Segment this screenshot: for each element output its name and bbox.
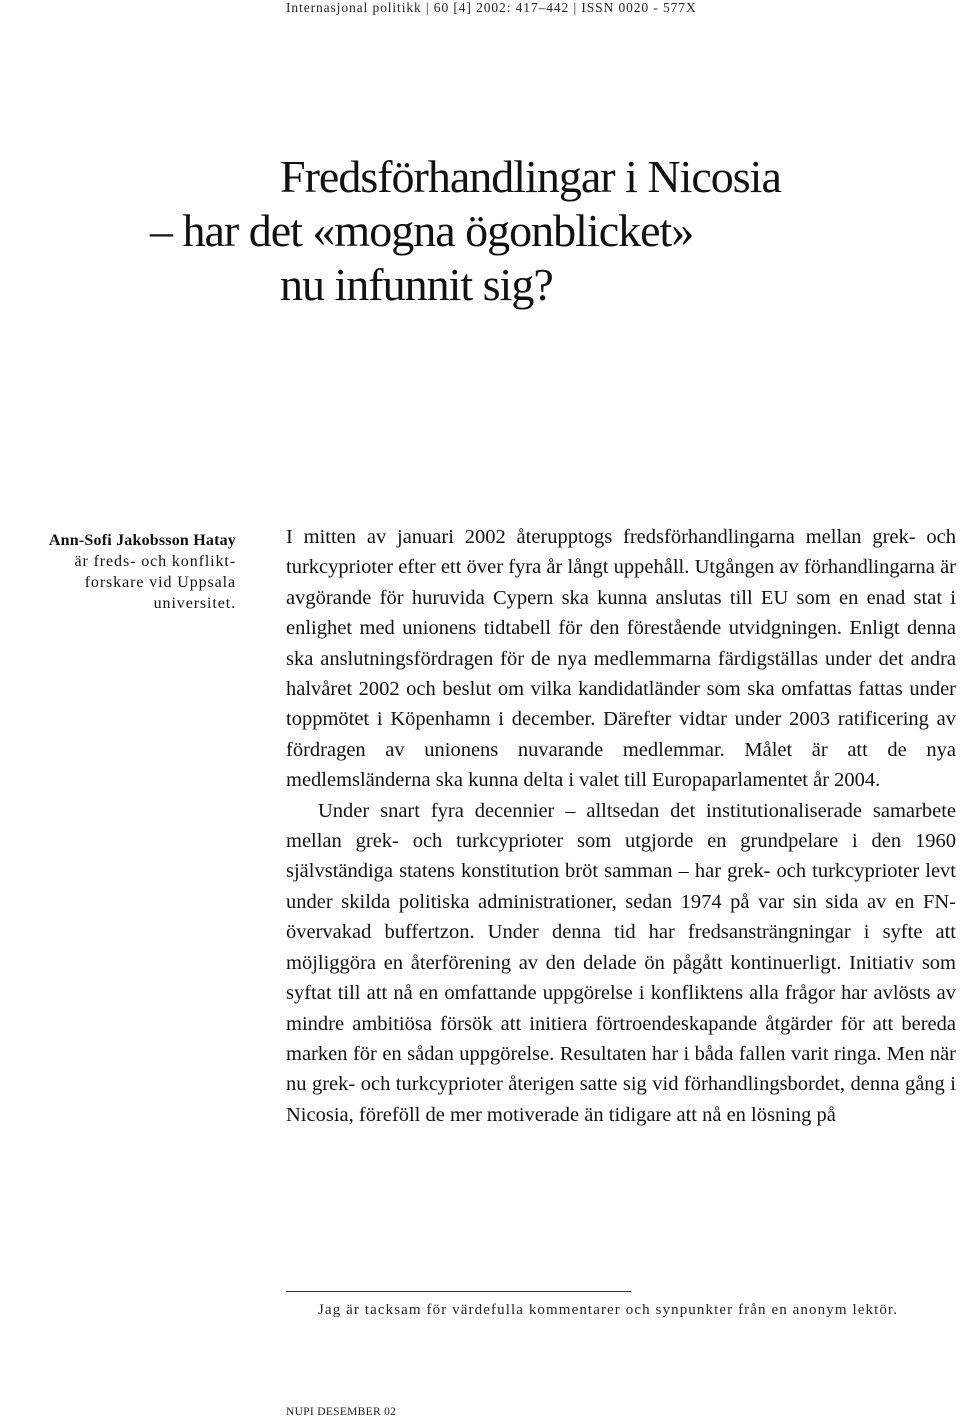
author-affiliation-line-2: forskare vid Uppsala (84, 574, 236, 591)
author-affiliation-line-3: universitet. (153, 595, 236, 612)
body-paragraph-1: I mitten av januari 2002 återupptogs fredsförhandlingarna mellan grek- och turkcyprioter efter ett över fyra år långt uppehåll. Utgången av förhandlingarna är avgörande för huruvida Cypern ska kunna anslutas till EU som en enad stat i enlighet med unionens tidtabell för den förestående utvidgningen. Enligt denna ska anslutningsfördragen för de nya medlemmarna färdigställas under det andra halvåret 2002 och beslut om vilka kandidatländer som ska omfattas fattas under toppmötet i Köpenhamn i december. Därefter vidtar under 2003 ratificering av fördragen av unionens nuvarande medlemmar. Målet är att de nya medlemsländerna ska kunna delta i valet till Europaparlamentet år 2004. (286, 526, 956, 792)
article-body (286, 522, 956, 1130)
footnote-divider (286, 1291, 631, 1292)
footnote: Jag är tacksam för värdefulla kommentarer och synpunkter från en anonym lektör. (318, 1302, 899, 1318)
running-header: Internasjonal politikk | 60 [4] 2002: 417–442 | ISSN 0020 - 577X (286, 0, 697, 15)
body-paragraph-2: Under snart fyra decennier – alltsedan det institutionaliserade samarbete mellan grek- och turkcyprioter som utgjorde en grundpelare i den 1960 självständiga statens konstitution bröt samman – har grek- och turkcyprioter levt under skilda politiska administrationer, sedan 1974 på var sin sida av en FN-övervakad buffertzon. Under denna tid har fredsansträngningar i syfte att möjliggöra en återförening av den delade ön pågått kontinuerligt. Initiativ som syftat till att nå en omfattande uppgörelse i konfliktens alla frågor har avlösts av mindre ambitiösa försök att initiera förtroendeskapande åtgärder för att bereda marken för en sådan uppgörelse. Resultaten har i båda fallen varit ringa. Men när nu grek- och turkcyprioter återigen satte sig vid förhandlingsbordet, denna gång i Nicosia, föreföll de mer motiverade än tidigare att nå en lösning på (286, 799, 956, 1126)
page-footer: NUPI DESEMBER 02 (286, 1406, 397, 1418)
title-line-2: – har det «mogna ögonblicket» (150, 205, 694, 256)
author-affiliation-line-1: är freds- och konflikt- (74, 553, 236, 570)
title-line-3: nu infunnit sig? (280, 259, 553, 310)
article-title (150, 150, 930, 312)
author-note (0, 530, 236, 614)
author-name: Ann-Sofi Jakobsson Hatay (48, 532, 236, 549)
title-line-1: Fredsförhandlingar i Nicosia (280, 151, 781, 202)
